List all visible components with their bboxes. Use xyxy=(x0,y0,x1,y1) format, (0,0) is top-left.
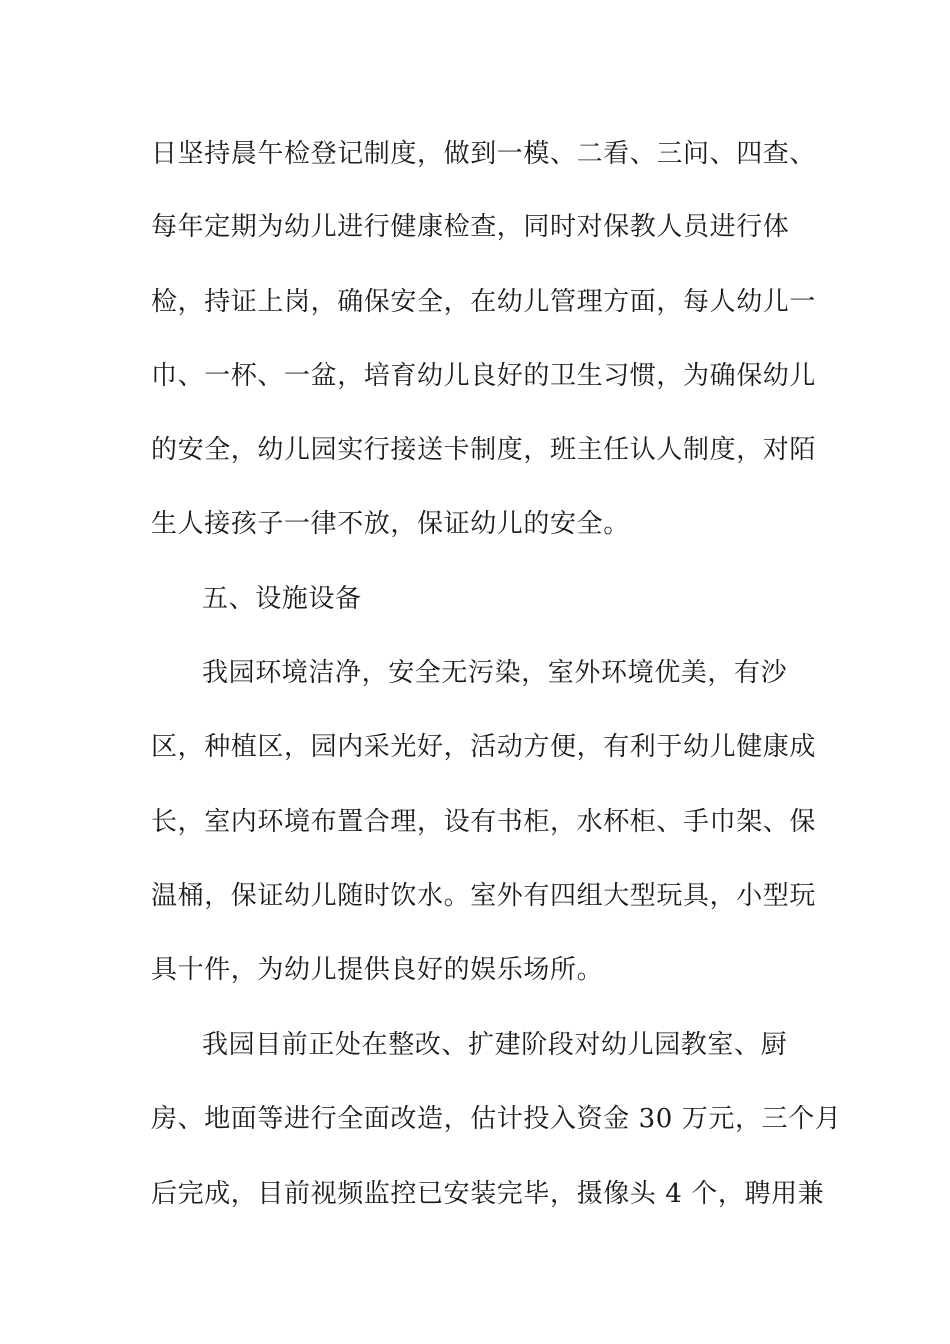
paragraph-line: 长，室内环境布置合理，设有书柜，水杯柜、手巾架、保 xyxy=(151,807,817,837)
paragraph-line: 每年定期为幼儿进行健康检查，同时对保教人员进行体 xyxy=(151,212,790,242)
paragraph-line: 的安全，幼儿园实行接送卡制度，班主任认人制度，对陌 xyxy=(151,435,817,465)
paragraph-line: 日坚持晨午检登记制度，做到一模、二看、三问、四查、 xyxy=(151,139,817,169)
paragraph-line: 具十件，为幼儿提供良好的娱乐场所。 xyxy=(151,955,604,985)
paragraph-line: 温桶，保证幼儿随时饮水。室外有四组大型玩具，小型玩 xyxy=(151,881,817,911)
paragraph-line: 房、地面等进行全面改造，估计投入资金 30 万元，三个月 xyxy=(151,1104,842,1134)
paragraph-line: 我园目前正处在整改、扩建阶段对幼儿园教室、厨 xyxy=(202,1030,788,1060)
paragraph-line: 巾、一杯、一盆，培育幼儿良好的卫生习惯，为确保幼儿 xyxy=(151,361,817,391)
paragraph-line: 检，持证上岗，确保安全，在幼儿管理方面，每人幼儿一 xyxy=(151,287,817,317)
paragraph-line: 我园环境洁净，安全无污染，室外环境优美，有沙 xyxy=(202,658,788,688)
paragraph-line: 后完成，目前视频监控已安装完毕，摄像头 4 个，聘用兼 xyxy=(151,1179,825,1209)
paragraph-line: 区，种植区，园内采光好，活动方便，有利于幼儿健康成 xyxy=(151,732,817,762)
paragraph-line: 生人接孩子一律不放，保证幼儿的安全。 xyxy=(151,509,630,539)
section-heading: 五、设施设备 xyxy=(202,584,362,614)
